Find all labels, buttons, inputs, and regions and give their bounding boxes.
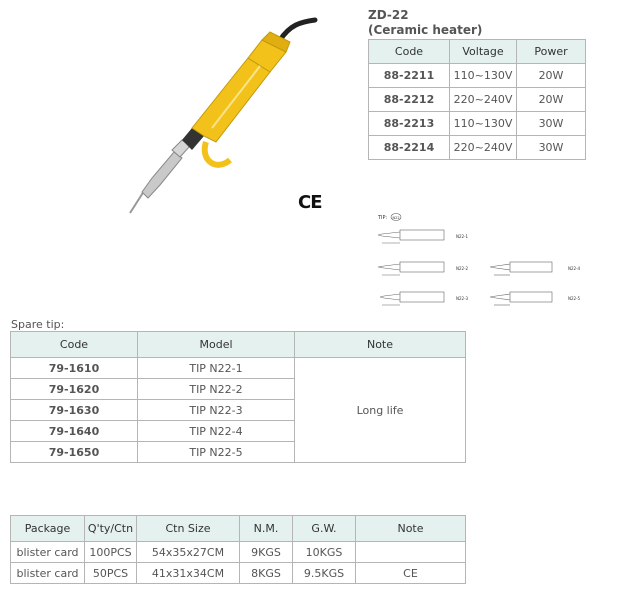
note-cell: [356, 542, 466, 563]
voltage-cell: 220~240V: [450, 136, 517, 160]
product-title: [368, 8, 482, 38]
code-cell: 88-2212: [369, 88, 450, 112]
model-subtitle: (Ceramic heater): [368, 23, 483, 37]
tip-model-label: N22-2: [456, 266, 469, 271]
ctn-size-cell: 41x31x34CM: [137, 563, 240, 584]
table-header-row: [11, 516, 466, 542]
tip-label: TIP:: [378, 215, 388, 221]
code-cell: 79-1630: [11, 400, 138, 421]
tip-badge: N22: [392, 216, 400, 220]
column-header: Note: [356, 516, 466, 542]
table-row: [369, 64, 586, 88]
tip-drawing: [378, 230, 444, 243]
gw-cell: 9.5KGS: [293, 563, 356, 584]
power-cell: 20W: [517, 88, 586, 112]
table-row: [11, 563, 466, 584]
power-cell: 20W: [517, 64, 586, 88]
column-header: Ctn Size: [137, 516, 240, 542]
code-cell: 79-1650: [11, 442, 138, 463]
package-cell: blister card: [11, 563, 85, 584]
model-cell: TIP N22-4: [138, 421, 295, 442]
package-cell: blister card: [11, 542, 85, 563]
code-cell: 79-1620: [11, 379, 138, 400]
table-row: [11, 542, 466, 563]
column-header: Model: [138, 332, 295, 358]
voltage-cell: 110~130V: [450, 112, 517, 136]
heater-spec-table: [368, 39, 586, 160]
column-header: Package: [11, 516, 85, 542]
table-row: [369, 88, 586, 112]
tip-drawing: [490, 262, 552, 275]
package-table: [10, 515, 466, 584]
column-header: Q'ty/Ctn: [85, 516, 137, 542]
code-cell: 88-2213: [369, 112, 450, 136]
ce-mark-logo: CE: [298, 192, 322, 213]
table-row: [369, 136, 586, 160]
code-cell: 79-1610: [11, 358, 138, 379]
nw-cell: 8KGS: [240, 563, 293, 584]
note-cell: Long life: [295, 358, 466, 463]
model-cell: TIP N22-1: [138, 358, 295, 379]
power-cell: 30W: [517, 112, 586, 136]
tip-model-label: N22-5: [568, 296, 581, 301]
note-cell: CE: [356, 563, 466, 584]
model-name: ZD-22: [368, 8, 409, 22]
code-cell: 88-2211: [369, 64, 450, 88]
qty-cell: 50PCS: [85, 563, 137, 584]
tip-model-label: N22-1: [456, 234, 469, 239]
soldering-iron-image: [120, 10, 330, 220]
tip-drawing: [490, 292, 552, 305]
table-header-row: [369, 40, 586, 64]
column-header: Voltage: [450, 40, 517, 64]
column-header: Code: [369, 40, 450, 64]
model-cell: TIP N22-3: [138, 400, 295, 421]
voltage-cell: 220~240V: [450, 88, 517, 112]
code-cell: 88-2214: [369, 136, 450, 160]
nw-cell: 9KGS: [240, 542, 293, 563]
spare-tip-title: Spare tip:: [11, 318, 65, 331]
table-row: [11, 358, 466, 379]
qty-cell: 100PCS: [85, 542, 137, 563]
column-header: Code: [11, 332, 138, 358]
model-cell: TIP N22-5: [138, 442, 295, 463]
column-header: N.M.: [240, 516, 293, 542]
tip-drawing: [380, 292, 444, 305]
column-header: Power: [517, 40, 586, 64]
code-cell: 79-1640: [11, 421, 138, 442]
voltage-cell: 110~130V: [450, 64, 517, 88]
tip-model-label: N22-4: [568, 266, 581, 271]
model-cell: TIP N22-2: [138, 379, 295, 400]
table-header-row: [11, 332, 466, 358]
gw-cell: 10KGS: [293, 542, 356, 563]
power-cell: 30W: [517, 136, 586, 160]
tip-model-label: N22-3: [456, 296, 469, 301]
tip-drawing: [378, 262, 444, 275]
ctn-size-cell: 54x35x27CM: [137, 542, 240, 563]
tip-diagram: [376, 210, 590, 314]
column-header: G.W.: [293, 516, 356, 542]
table-row: [369, 112, 586, 136]
spare-tip-table: [10, 331, 466, 463]
column-header: Note: [295, 332, 466, 358]
